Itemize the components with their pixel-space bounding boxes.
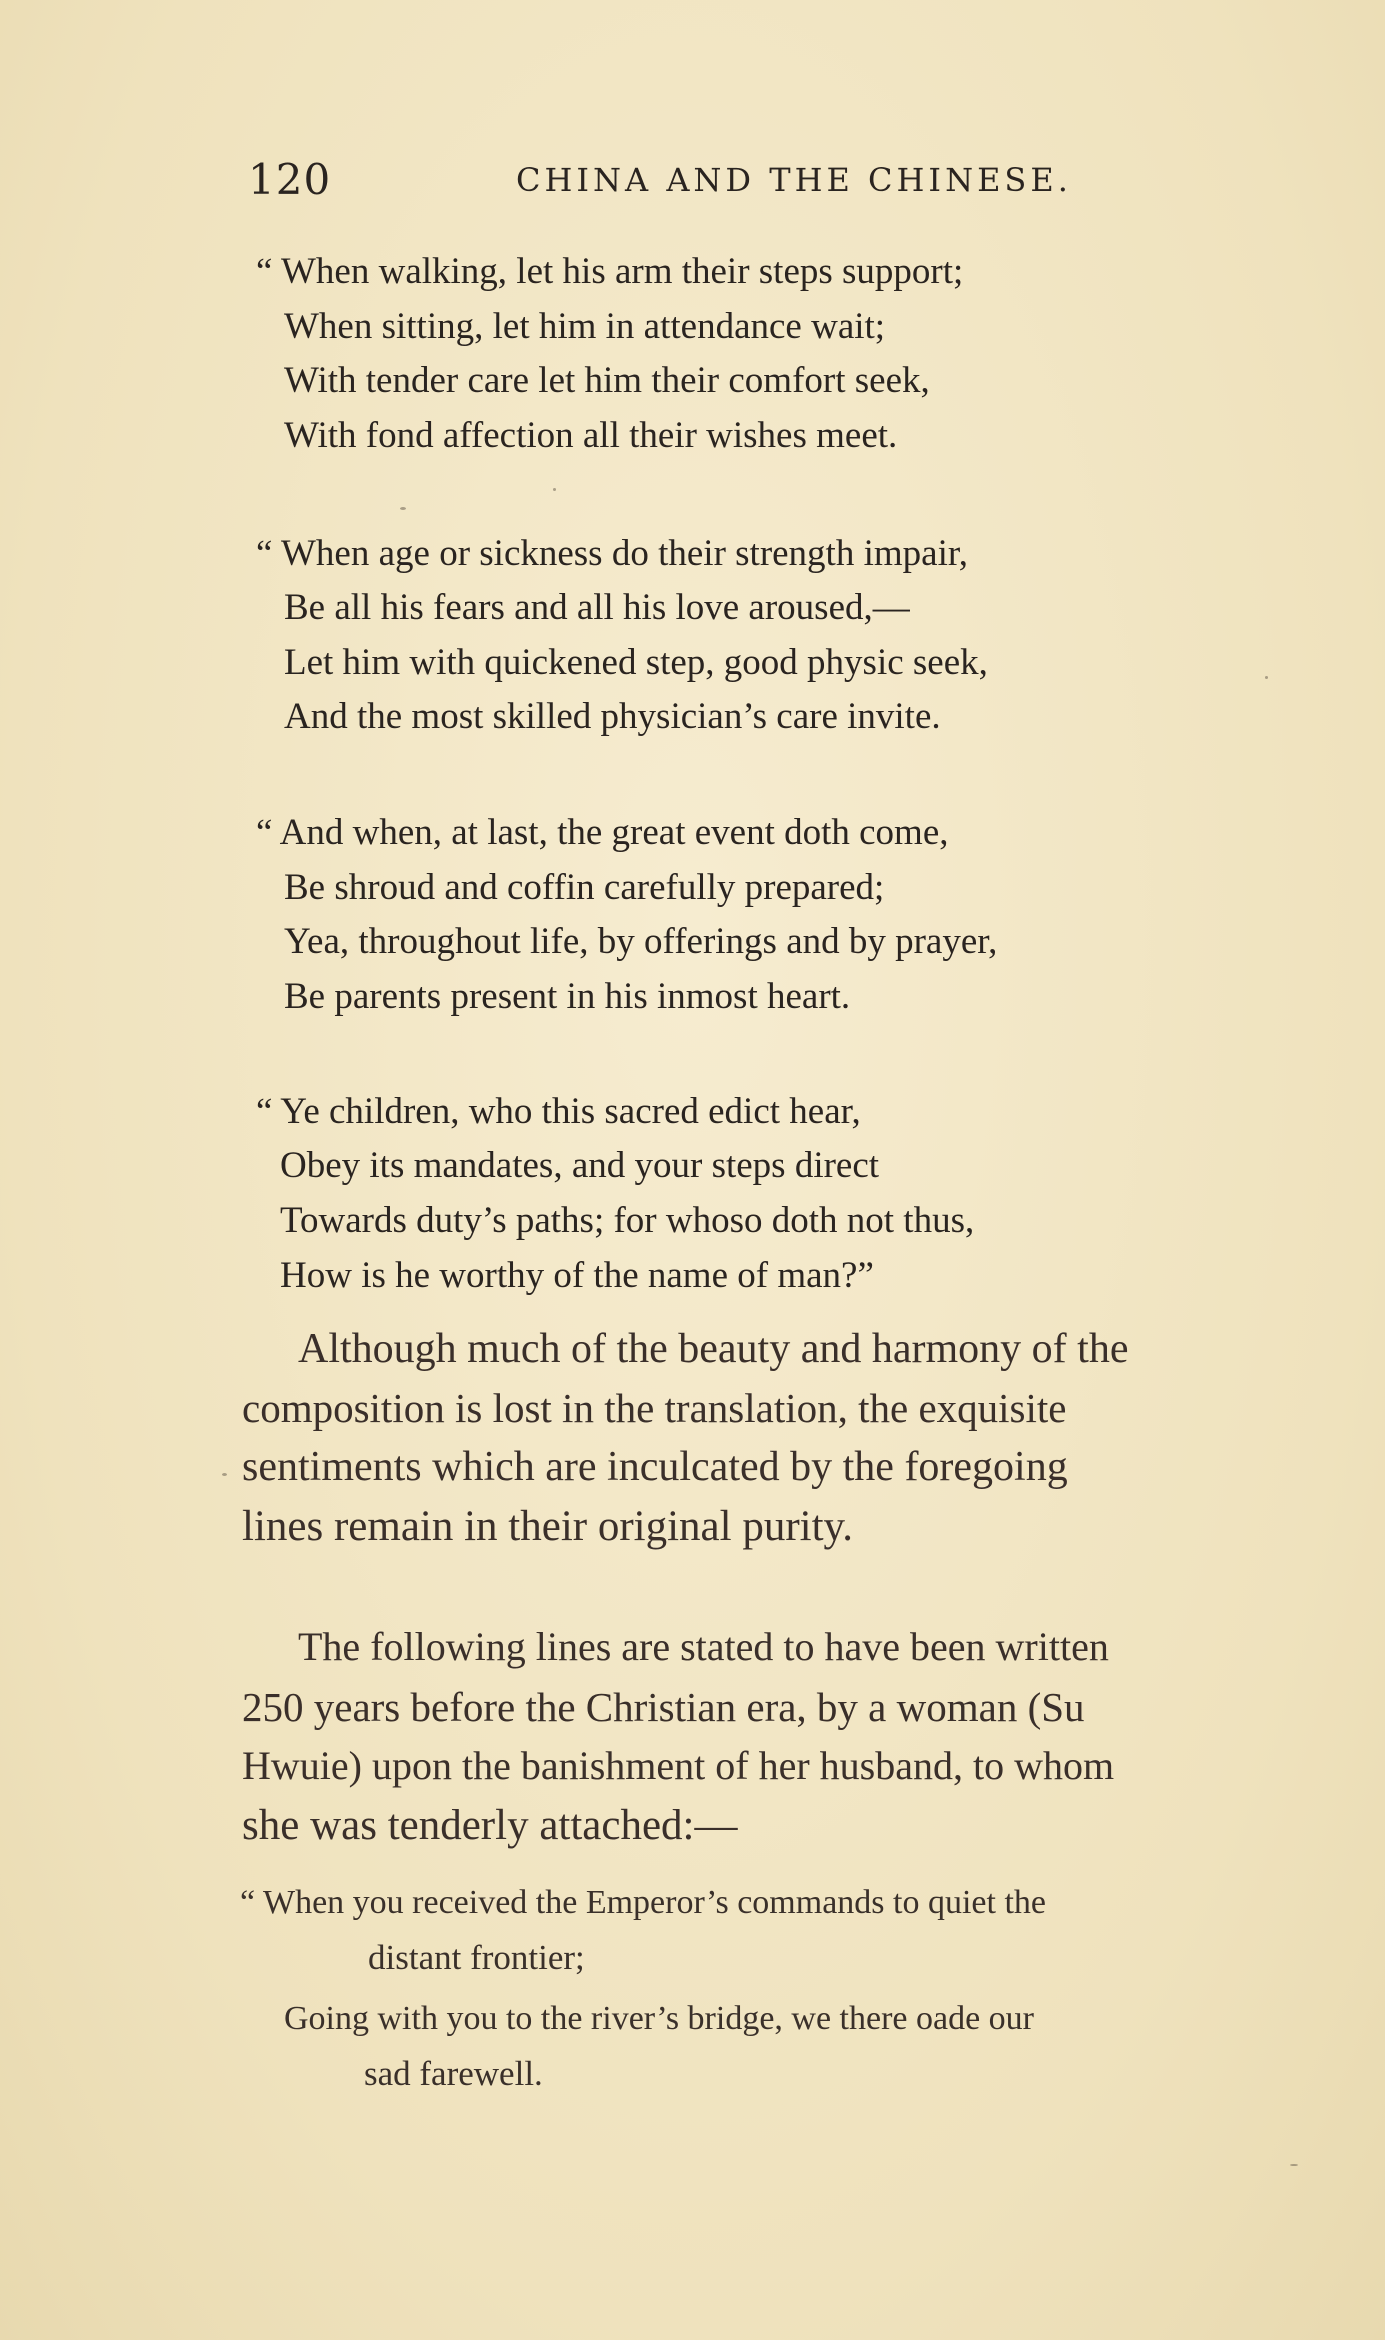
- paragraph-line: composition is lost in the translation, the exquisite: [242, 1385, 1067, 1431]
- poem-line: “ When walking, let his arm their steps support;: [256, 251, 964, 292]
- poem-line: Be shroud and coffin carefully prepared;: [284, 867, 885, 908]
- paragraph-line: The following lines are stated to have been written: [298, 1624, 1109, 1669]
- running-title: CHINA AND THE CHINESE.: [516, 161, 1072, 199]
- poem-line: “ When you received the Emperor’s commands to quiet the: [240, 1884, 1046, 1921]
- poem-line: When sitting, let him in attendance wait;: [284, 306, 886, 347]
- poem-line: Yea, throughout life, by offerings and by prayer,: [284, 921, 998, 962]
- poem-line: Be all his fears and all his love aroused,—: [284, 587, 910, 628]
- poem-line: “ Ye children, who this sacred edict hear,: [256, 1091, 861, 1132]
- paragraph-line: lines remain in their original purity.: [242, 1503, 854, 1550]
- poem-line: Obey its mandates, and your steps direct: [280, 1145, 880, 1186]
- poem-line: How is he worthy of the name of man?”: [280, 1255, 874, 1296]
- poem-line: “ When age or sickness do their strength impair,: [256, 533, 968, 574]
- paper-speck: [400, 507, 406, 510]
- paragraph-line: sentiments which are inculcated by the foregoing: [242, 1444, 1068, 1490]
- paragraph-line: 250 years before the Christian era, by a woman (Su: [242, 1684, 1085, 1730]
- poem-line: With tender care let him their comfort seek,: [284, 360, 930, 401]
- poem-line: Let him with quickened step, good physic seek,: [284, 642, 988, 683]
- page-header: [248, 155, 1078, 211]
- poem-line: Towards duty’s paths; for whoso doth not thus,: [280, 1200, 975, 1241]
- poem-line: sad farewell.: [364, 2054, 543, 2093]
- paragraph-line: Hwuie) upon the banishment of her husband, to whom: [242, 1743, 1115, 1788]
- paragraph-line: she was tenderly attached:—: [242, 1802, 738, 1849]
- poem-line: Going with you to the river’s bridge, we there oade our: [284, 2000, 1035, 2037]
- paragraph-line: Although much of the beauty and harmony of the: [298, 1326, 1129, 1372]
- paper-speck: [1290, 2164, 1298, 2166]
- paper-speck: [1265, 676, 1268, 679]
- poem-line: With fond affection all their wishes meet.: [284, 415, 898, 456]
- poem-line: Be parents present in his inmost heart.: [284, 976, 851, 1017]
- poem-line: And the most skilled physician’s care invite.: [284, 696, 941, 737]
- page-number: 120: [248, 155, 332, 204]
- paper-speck: [222, 1473, 227, 1476]
- poem-line: “ And when, at last, the great event doth come,: [256, 812, 949, 853]
- paper-speck: [553, 488, 556, 491]
- poem-line: distant frontier;: [368, 1938, 585, 1977]
